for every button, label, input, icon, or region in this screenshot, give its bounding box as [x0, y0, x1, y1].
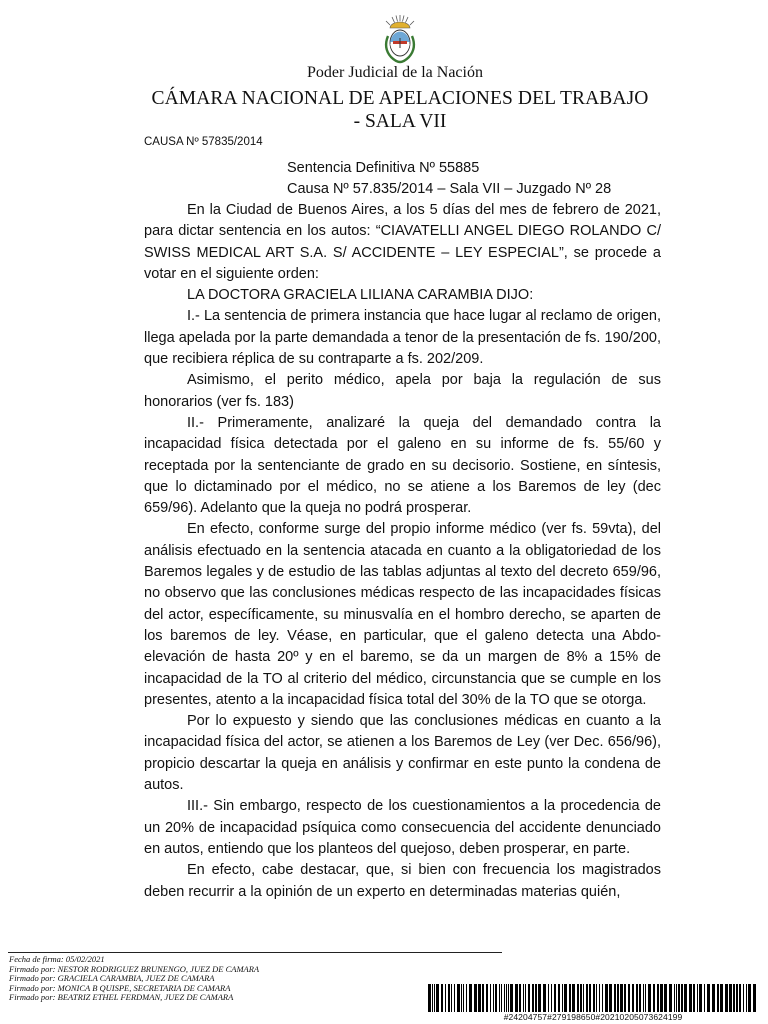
barcode-bar [504, 984, 505, 1012]
barcode-bar [532, 984, 534, 1012]
barcode-bar [508, 984, 509, 1012]
paragraph: III.- Sin embargo, respecto de los cuestionamientos a la procedencia de un 20% de incapacidad psíquica como consecuencia del accidente denunciado en autos, entiendo que los planteos del quejoso, deben prosperar, en parte. [144, 798, 661, 857]
paragraph: LA DOCTORA GRACIELA LILIANA CARAMBIA DIJO: [187, 287, 534, 304]
barcode-bar [639, 984, 641, 1012]
barcode-bar [515, 984, 518, 1012]
barcode-bar [669, 984, 672, 1012]
barcode-bar [681, 984, 683, 1012]
barcode-bar [620, 984, 623, 1012]
barcode-bar [636, 984, 638, 1012]
paragraph: Asimismo, el perito médico, apela por baja la regulación de sus honorarios (ver fs. 183) [144, 372, 661, 410]
barcode-bar [645, 984, 646, 1012]
barcode-bar [577, 984, 579, 1012]
barcode-bar [699, 984, 702, 1012]
barcode-bar [704, 984, 705, 1012]
barcode-bar [648, 984, 651, 1012]
barcode-bar [457, 984, 460, 1012]
signature-line: Fecha de firma: 05/02/2021 [9, 954, 105, 964]
barcode-bar [712, 984, 715, 1012]
paragraph: I.- La sentencia de primera instancia que hace lugar al reclamo de origen, llega apelada por la parte demandada a tenor de la presentación de fs. 190/200, que recibiera réplica de su contraparte a fs. 202/209. [144, 308, 661, 368]
barcode-bar [482, 984, 484, 1012]
barcode-bar [535, 984, 537, 1012]
barcode-bar [657, 984, 659, 1012]
barcode-bar [632, 984, 634, 1012]
barcode-bar [506, 984, 507, 1012]
barcode-bar [463, 984, 464, 1012]
barcode-bar [469, 984, 472, 1012]
barcode-bar [580, 984, 582, 1012]
barcode-bar [624, 984, 626, 1012]
barcode-bar [562, 984, 563, 1012]
barcode-bar [617, 984, 619, 1012]
barcode-bar [599, 984, 600, 1012]
barcode-bar [510, 984, 513, 1012]
barcode-bar [583, 984, 584, 1012]
barcode-bar [441, 984, 443, 1012]
barcode-bar [697, 984, 698, 1012]
institution-name: Poder Judicial de la Nación [307, 64, 483, 81]
barcode-bar [543, 984, 546, 1012]
barcode-bar [720, 984, 723, 1012]
barcode-bar [725, 984, 728, 1012]
barcode-bar [674, 984, 675, 1012]
paragraph: En efecto, cabe destacar, que, si bien con frecuencia los magistrados deben recurrir a la opinión de un experto en determinadas materias quién, [144, 862, 661, 900]
signature-line: Firmado por: NESTOR RODRIGUEZ BRUNENGO, JUEZ DE CAMARA [9, 963, 260, 974]
barcode-bar [525, 984, 526, 1012]
barcode-bar [554, 984, 556, 1012]
barcode-bar [689, 984, 692, 1012]
sentence-number: Sentencia Definitiva Nº 55885 [287, 160, 480, 176]
barcode-bar [593, 984, 595, 1012]
barcode-bar [748, 984, 751, 1012]
barcode-bar [461, 984, 462, 1012]
paragraph: En efecto, conforme surge del propio informe médico (ver fs. 59vta), del análisis efectuado en la sentencia atacada en cuanto a la obligatoriedad de los Baremos legales y de estudio de las tablas adjuntas al texto del decreto 659/96, no observo que las conclusiones médicas respecto de las incapacidades físicas del actor, específicamente, su minusvalía en el hombro derecho, se aparten de los baremos de ley. Véase, en particular, que el galeno detecta una Abdo-elevación de hasta 20º y en el baremo, se da un margen de 8% a 15% de incapacidad de la TO al criterio del médico, circunstancia que se cumple en los presentes, atento a la incapacidad física total del 30% de la TO que se otorga. [144, 521, 661, 708]
barcode-bar [499, 984, 500, 1012]
barcode-bar [445, 984, 446, 1012]
barcode-bar [693, 984, 695, 1012]
barcode-bar [434, 984, 435, 1012]
barcode-bar [739, 984, 741, 1012]
barcode-bar [454, 984, 455, 1012]
signature-line: Firmado por: MONICA B QUISPE, SECRETARIA DE CAMARA [9, 982, 231, 993]
barcode-bar [558, 984, 560, 1012]
barcode-bar [664, 984, 667, 1012]
barcode-bar [586, 984, 588, 1012]
barcode-bar [589, 984, 591, 1012]
barcode [428, 984, 758, 1012]
barcode-bar [548, 984, 549, 1012]
barcode-bar [743, 984, 744, 1012]
barcode-bar [501, 984, 502, 1012]
barcode-bar [596, 984, 597, 1012]
barcode-bar [490, 984, 491, 1012]
paragraph: En la Ciudad de Buenos Aires, a los 5 días del mes de febrero de 2021, para dictar sentencia en los autos: “CIAVATELLI ANGEL DIEGO ROLANDO C/ SWISS MEDICAL ART S.A. S/ ACCIDENTE – LEY ESPECIAL”, se procede a votar en el siguiente orden: [144, 202, 661, 282]
barcode-bar [432, 984, 433, 1012]
barcode-bar [653, 984, 655, 1012]
barcode-bar [605, 984, 608, 1012]
barcode-bar [466, 984, 467, 1012]
barcode-bar [523, 984, 524, 1012]
barcode-bar [678, 984, 680, 1012]
signature-block [9, 955, 259, 1003]
chamber-title-line1: CÁMARA NACIONAL DE APELACIONES DEL TRABAJO [151, 88, 649, 109]
barcode-bar [495, 984, 497, 1012]
barcode-bar [660, 984, 663, 1012]
barcode-bar [736, 984, 738, 1012]
coat-of-arms-seal [379, 14, 421, 64]
judgment-body [144, 200, 661, 903]
barcode-bar [451, 984, 452, 1012]
barcode-bar [478, 984, 481, 1012]
barcode-bar [676, 984, 677, 1012]
barcode-bar [746, 984, 747, 1012]
paragraph: II.- Primeramente, analizaré la queja del demandado contra la incapacidad física detectada por el galeno en su informe de fs. 55/60 y receptada por la sentenciante de grado en su decisorio. Sostiene, en síntesis, que lo dictaminado por el médico, no se atiene a los Baremos de ley (dec 659/96). Adelanto que la queja no podrá prosperar. [144, 414, 661, 517]
barcode-bar [564, 984, 567, 1012]
barcode-bar [609, 984, 612, 1012]
barcode-bar [614, 984, 616, 1012]
barcode-bar [486, 984, 488, 1012]
barcode-bar [602, 984, 603, 1012]
signature-line: Firmado por: BEATRIZ ETHEL FERDMAN, JUEZ DE CAMARA [9, 992, 234, 1002]
barcode-bar [684, 984, 687, 1012]
barcode-bar [436, 984, 439, 1012]
barcode-bar [551, 984, 552, 1012]
barcode-bar [519, 984, 521, 1012]
barcode-bar [717, 984, 719, 1012]
paragraph: Por lo expuesto y siendo que las conclusiones médicas en cuanto a la incapacidad física del actor, se atienen a los Baremos de Ley (ver Dec. 656/96), propicio descartar la queja en análisis y confirmar en este punto la condena de autos. [144, 713, 661, 794]
barcode-bar [733, 984, 735, 1012]
barcode-bar [528, 984, 530, 1012]
signature-line: Firmado por: GRACIELA CARAMBIA, JUEZ DE CAMARA [9, 973, 215, 983]
barcode-bar [448, 984, 450, 1012]
barcode-bar [428, 984, 431, 1012]
case-line: Causa Nº 57.835/2014 – Sala VII – Juzgado Nº 28 [287, 181, 612, 197]
case-reference: CAUSA Nº 57835/2014 [144, 136, 263, 148]
barcode-bar [572, 984, 575, 1012]
barcode-bar [643, 984, 644, 1012]
barcode-bar [753, 984, 756, 1012]
barcode-bar [707, 984, 710, 1012]
barcode-bar [628, 984, 630, 1012]
chamber-title-line2: - SALA VII [353, 111, 447, 132]
barcode-bar [474, 984, 477, 1012]
footer-divider [8, 952, 502, 953]
barcode-bar [729, 984, 732, 1012]
barcode-bar [538, 984, 541, 1012]
barcode-number: #24204757#279198650#20210205073624199 [503, 1012, 683, 1022]
barcode-bar [493, 984, 494, 1012]
barcode-bar [569, 984, 571, 1012]
